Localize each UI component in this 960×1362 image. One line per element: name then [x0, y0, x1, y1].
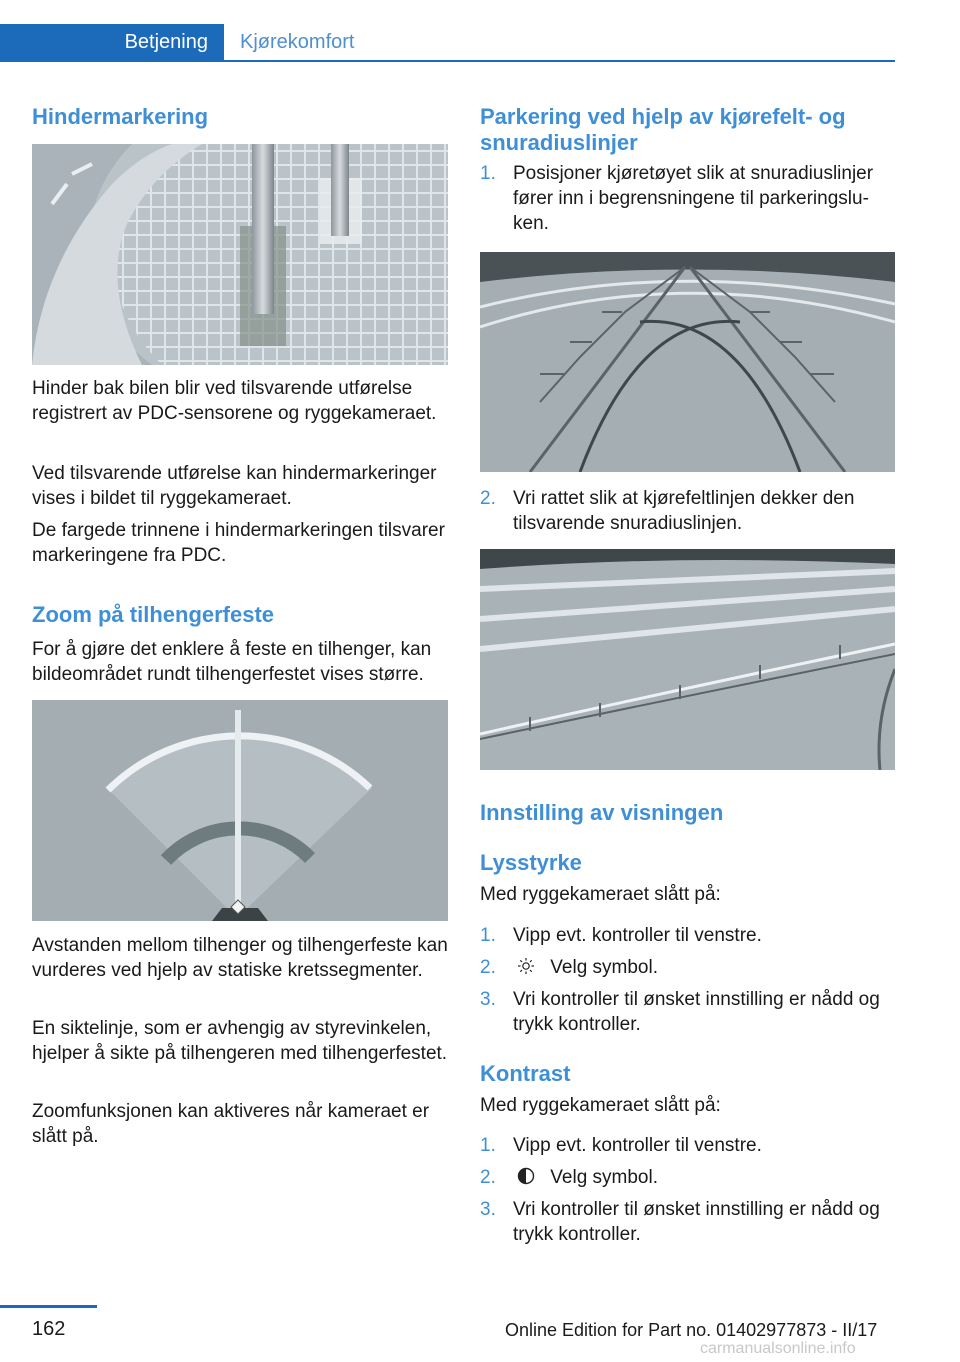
step-text: Vri kontroller til ønsket innstilling er nådd og trykk kontroller.	[513, 989, 880, 1035]
tab-underline	[0, 60, 895, 62]
contrast-icon	[517, 1167, 535, 1185]
tab-betjening[interactable]: Betjening	[0, 24, 224, 60]
step-number: 3.	[480, 989, 496, 1010]
heading-parking-lines: Parkering ved hjelp av kjørefelt- og snuradiuslinjer	[480, 104, 846, 155]
heading-brightness: Lysstyrke	[480, 850, 582, 875]
step-text: Velg symbol.	[550, 1167, 659, 1188]
paragraph-zoom-4: Zoomfunksjonen kan aktiveres når kameraet er slått på.	[32, 1101, 430, 1147]
paragraph-brightness: Med ryggekameraet slått på:	[480, 884, 721, 905]
watermark: carmanualsonline.info	[700, 1340, 856, 1357]
step-text: Posisjoner kjøretøyet slik at snuradiuslinjer fører inn i begrensningene til parkeringsluken.	[513, 163, 874, 234]
step-text: Vipp evt. kontroller til venstre.	[513, 925, 762, 946]
step-number: 3.	[480, 1199, 496, 1220]
step-text: Vri kontroller til ønsket innstilling er nådd og trykk kontroller.	[513, 1199, 880, 1245]
lane-line-overlap-image	[480, 549, 895, 770]
paragraph-zoom-1: For å gjøre det enklere å feste en tilhenger, kan bildeområdet rundt tilhengerfestet vises større.	[32, 639, 432, 685]
paragraph-obstacle-3: De fargede trinnene i hindermarkeringen tilsvarer markeringene fra PDC.	[32, 520, 445, 566]
list-item	[480, 161, 895, 236]
parking-step-2	[480, 486, 895, 536]
step-number: 2.	[480, 488, 496, 509]
step-number: 2.	[480, 957, 496, 978]
brightness-icon	[517, 957, 535, 975]
step-number: 1.	[480, 925, 496, 946]
contrast-steps	[480, 1133, 895, 1247]
paragraph-obstacle-1: Hinder bak bilen blir ved tilsvarende utførelse registrert av PDC-sensorene og ryggekameraet.	[32, 378, 437, 424]
trailer-zoom-image	[32, 700, 448, 921]
paragraph-contrast: Med ryggekameraet slått på:	[480, 1095, 721, 1116]
list-item	[480, 1133, 895, 1158]
tab-bar	[0, 24, 895, 62]
page-number: 162	[32, 1318, 66, 1340]
list-item	[480, 1197, 895, 1247]
edition-text: Online Edition for Part no. 01402977873 - II/17	[505, 1320, 878, 1340]
step-number: 1.	[480, 1135, 496, 1156]
heading-obstacle-marking: Hindermarkering	[32, 104, 209, 129]
step-text: Vipp evt. kontroller til venstre.	[513, 1135, 762, 1156]
list-item	[480, 923, 895, 948]
heading-zoom: Zoom på tilhengerfeste	[32, 602, 275, 627]
step-text: Velg symbol.	[550, 957, 659, 978]
brightness-steps	[480, 923, 895, 1037]
paragraph-zoom-3: En siktelinje, som er avhengig av styrevinkelen, hjelper å sikte på tilhengeren med tilhengerfestet.	[32, 1018, 448, 1064]
heading-contrast: Kontrast	[480, 1061, 571, 1086]
obstacle-marking-image	[32, 144, 448, 365]
step-number: 1.	[480, 163, 496, 184]
turning-radius-lines-image	[480, 252, 895, 472]
list-item	[480, 1165, 895, 1190]
step-text: Vri rattet slik at kjørefeltlinjen dekker den tilsvarende snuradiuslinjen.	[513, 488, 855, 534]
paragraph-zoom-2: Avstanden mellom tilhenger og tilhengerfeste kan vurderes ved hjelp av statiske kretssegmenter.	[32, 935, 448, 981]
tab-kjorekomfort[interactable]: Kjørekomfort	[240, 31, 355, 53]
step-number: 2.	[480, 1167, 496, 1188]
parking-step-1	[480, 161, 895, 236]
paragraph-obstacle-2: Ved tilsvarende utførelse kan hindermarkeringer vises i bildet til ryggekameraet.	[32, 463, 437, 509]
list-item	[480, 955, 895, 980]
footer-rule	[0, 1305, 97, 1308]
list-item	[480, 486, 895, 536]
heading-settings: Innstilling av visningen	[480, 800, 724, 825]
list-item	[480, 987, 895, 1037]
